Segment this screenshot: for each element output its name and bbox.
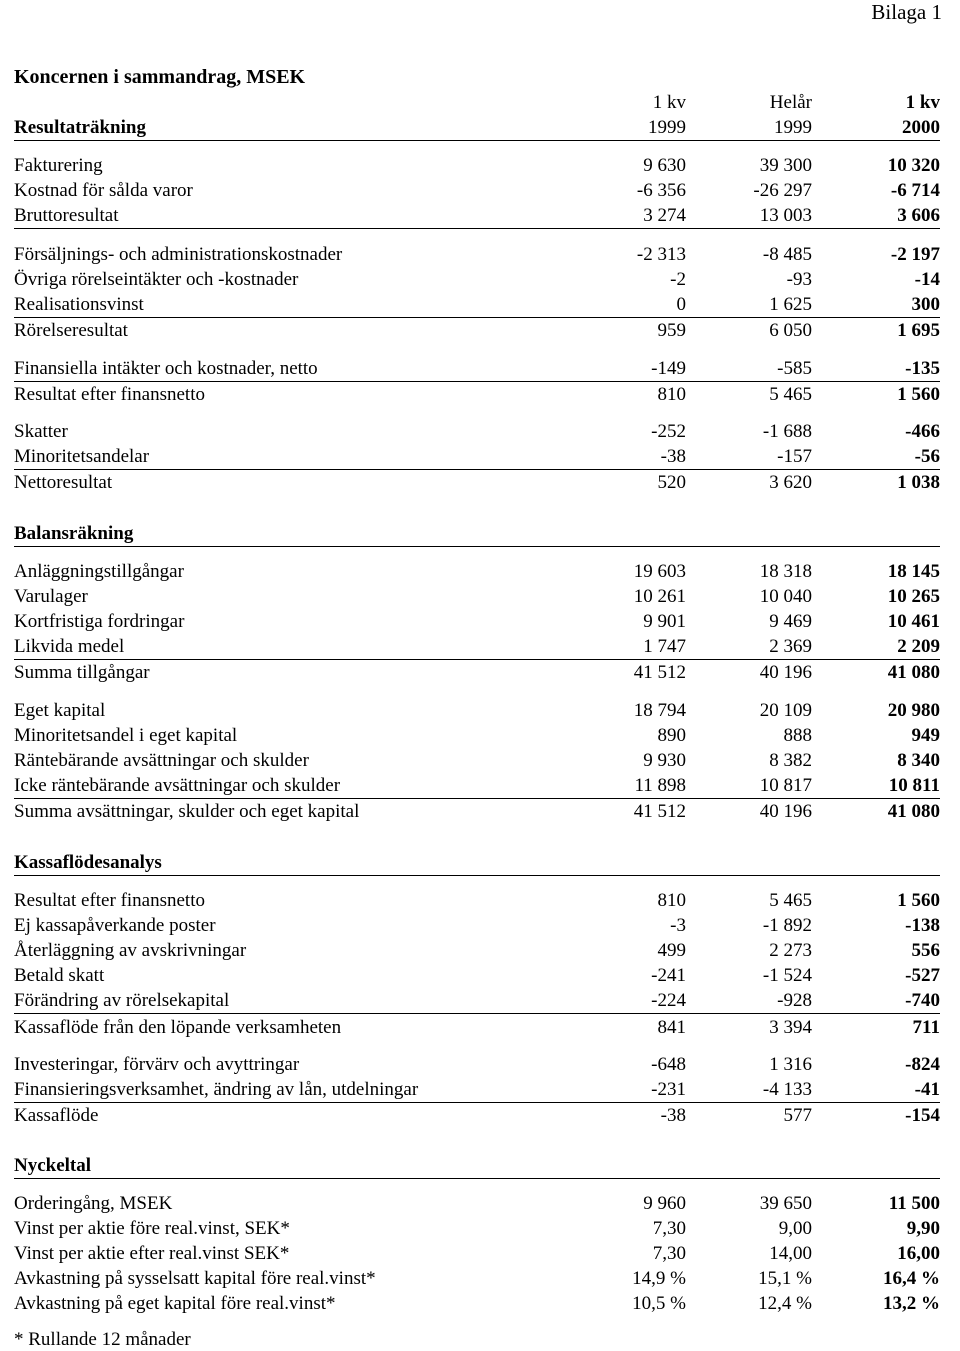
row-value-b: 2 273	[769, 940, 812, 961]
row-value-c: 18 145	[887, 561, 940, 582]
row-label: Summa tillgångar	[14, 662, 150, 683]
row-value-c: 1 038	[897, 472, 940, 493]
row-value-a: 10 261	[633, 586, 686, 607]
col-c-header-year: 2000	[902, 117, 940, 138]
row-value-c: 8 340	[897, 750, 940, 771]
section-title: Balansräkning	[14, 523, 134, 544]
col-b-header-year: 1999	[774, 117, 812, 138]
table-row	[14, 179, 940, 203]
row-label: Finansieringsverksamhet, ändring av lån, utdelningar	[14, 1079, 419, 1100]
row-label: Räntebärande avsättningar och skulder	[14, 750, 309, 771]
row-value-a: 9 960	[643, 1193, 686, 1214]
table-row	[14, 1053, 940, 1077]
table-row	[14, 699, 940, 723]
row-value-a: 41 512	[633, 662, 686, 683]
row-value-a: 14,9 %	[632, 1268, 686, 1289]
row-value-b: 18 318	[759, 561, 812, 582]
row-value-a: -224	[651, 990, 686, 1011]
row-value-a: 7,30	[652, 1243, 686, 1264]
table-row	[14, 154, 940, 178]
row-label: Kassaflöde	[14, 1105, 99, 1126]
row-value-a: 3 274	[643, 205, 686, 226]
table-row	[14, 724, 940, 748]
row-value-b: -8 485	[762, 244, 812, 265]
row-value-a: 9 930	[643, 750, 686, 771]
row-value-a: 959	[657, 320, 686, 341]
row-label: Eget kapital	[14, 700, 106, 721]
row-value-b: 888	[783, 725, 812, 746]
table-row	[14, 243, 940, 267]
table-row	[14, 889, 940, 913]
row-label: Orderingång, MSEK	[14, 1193, 173, 1214]
row-value-b: 6 050	[769, 320, 812, 341]
table-row	[14, 661, 940, 685]
column-header-row-2	[14, 116, 940, 141]
row-value-b: 10 040	[759, 586, 812, 607]
row-value-b: 3 394	[769, 1017, 812, 1038]
row-value-a: 9 901	[643, 611, 686, 632]
row-value-b: 8 382	[769, 750, 812, 771]
table-row	[14, 939, 940, 963]
row-value-b: 15,1 %	[758, 1268, 812, 1289]
table-row	[14, 1016, 940, 1040]
row-value-c: -14	[914, 269, 940, 290]
row-value-c: 16,00	[897, 1243, 940, 1264]
table-row	[14, 964, 940, 988]
footnote: * Rullande 12 månader	[14, 1329, 191, 1350]
table-row	[14, 383, 940, 407]
row-value-b: 12,4 %	[758, 1293, 812, 1314]
row-value-a: -38	[660, 446, 686, 467]
row-value-c: 10 811	[888, 775, 940, 796]
row-label: Kassaflöde från den löpande verksamheten	[14, 1017, 342, 1038]
row-value-a: -38	[660, 1105, 686, 1126]
row-value-a: 0	[676, 294, 686, 315]
row-label: Övriga rörelseintäkter och -kostnader	[14, 269, 299, 290]
row-value-c: -740	[905, 990, 940, 1011]
row-value-b: -928	[777, 990, 812, 1011]
row-value-c: -466	[905, 421, 940, 442]
table-row	[14, 420, 940, 444]
row-label: Minoritetsandel i eget kapital	[14, 725, 238, 746]
row-label: Avkastning på eget kapital före real.vinst*	[14, 1293, 336, 1314]
row-value-c: 41 080	[887, 662, 940, 683]
row-value-a: 9 630	[643, 155, 686, 176]
row-value-c: 300	[911, 294, 940, 315]
row-value-b: -1 688	[762, 421, 812, 442]
row-label: Förändring av rörelsekapital	[14, 990, 230, 1011]
row-value-b: 2 369	[769, 636, 812, 657]
row-value-a: 19 603	[633, 561, 686, 582]
table-row	[14, 1078, 940, 1103]
section-title-resultat: Resultaträkning	[14, 117, 146, 138]
row-label: Skatter	[14, 421, 68, 442]
table-row	[14, 445, 940, 470]
row-value-b: 13 003	[759, 205, 812, 226]
row-value-b: 20 109	[759, 700, 812, 721]
table-row	[14, 471, 940, 495]
row-label: Nettoresultat	[14, 472, 113, 493]
row-value-c: 13,2 %	[883, 1293, 940, 1314]
row-label: Realisationsvinst	[14, 294, 144, 315]
table-row	[14, 357, 940, 382]
row-value-c: -2 197	[890, 244, 940, 265]
row-value-a: 7,30	[652, 1218, 686, 1239]
row-label: Rörelseresultat	[14, 320, 128, 341]
row-value-c: -824	[905, 1054, 940, 1075]
row-value-a: -241	[651, 965, 686, 986]
row-label: Fakturering	[14, 155, 103, 176]
col-a-header-top: 1 kv	[652, 92, 686, 113]
row-value-b: 1 316	[769, 1054, 812, 1075]
table-row	[14, 1192, 940, 1216]
section-header-nyckeltal	[14, 1154, 940, 1179]
table-row	[14, 800, 940, 824]
table-row	[14, 319, 940, 343]
page-label: Bilaga 1	[871, 0, 942, 24]
row-value-b: 1 625	[769, 294, 812, 315]
table-row	[14, 989, 940, 1014]
col-c-header-top: 1 kv	[905, 92, 940, 113]
row-value-a: 890	[657, 725, 686, 746]
row-value-c: -154	[905, 1105, 940, 1126]
table-row	[14, 1267, 940, 1291]
table-row	[14, 204, 940, 229]
row-value-a: 41 512	[633, 801, 686, 822]
row-value-c: 2 209	[897, 636, 940, 657]
table-row	[14, 610, 940, 634]
table-row	[14, 1217, 940, 1241]
table-row	[14, 774, 940, 799]
row-value-a: -3	[670, 915, 686, 936]
section-header-kassa	[14, 851, 940, 876]
row-label: Resultat efter finansnetto	[14, 384, 205, 405]
row-value-b: 9 469	[769, 611, 812, 632]
row-label: Vinst per aktie före real.vinst, SEK*	[14, 1218, 290, 1239]
row-label: Kortfristiga fordringar	[14, 611, 185, 632]
row-value-c: 556	[911, 940, 940, 961]
row-value-c: 10 265	[887, 586, 940, 607]
row-value-a: -2	[670, 269, 686, 290]
row-value-c: 11 500	[888, 1193, 940, 1214]
row-value-a: 499	[657, 940, 686, 961]
row-value-c: 1 695	[897, 320, 940, 341]
table-row	[14, 1104, 940, 1128]
row-value-a: 18 794	[633, 700, 686, 721]
row-value-c: 20 980	[887, 700, 940, 721]
row-value-a: -252	[651, 421, 686, 442]
row-label: Betald skatt	[14, 965, 105, 986]
row-value-c: 10 461	[887, 611, 940, 632]
row-value-b: -1 892	[762, 915, 812, 936]
row-value-c: 711	[912, 1017, 940, 1038]
row-value-b: -93	[786, 269, 812, 290]
row-label: Kostnad för sålda varor	[14, 180, 193, 201]
row-label: Resultat efter finansnetto	[14, 890, 205, 911]
row-value-a: 841	[657, 1017, 686, 1038]
row-value-b: 5 465	[769, 384, 812, 405]
row-value-a: 10,5 %	[632, 1293, 686, 1314]
row-value-b: 39 650	[759, 1193, 812, 1214]
row-label: Icke räntebärande avsättningar och skulder	[14, 775, 341, 796]
row-value-a: 810	[657, 890, 686, 911]
column-header-row-1	[14, 91, 940, 115]
table-row	[14, 585, 940, 609]
row-label: Anläggningstillgångar	[14, 561, 184, 582]
table-row	[14, 293, 940, 318]
row-label: Likvida medel	[14, 636, 125, 657]
row-value-c: 1 560	[897, 384, 940, 405]
row-value-c: 10 320	[887, 155, 940, 176]
row-label: Investeringar, förvärv och avyttringar	[14, 1054, 300, 1075]
row-value-c: -135	[905, 358, 940, 379]
row-label: Vinst per aktie efter real.vinst SEK*	[14, 1243, 290, 1264]
row-value-b: -1 524	[762, 965, 812, 986]
col-b-header-top: Helår	[769, 92, 812, 113]
table-row	[14, 268, 940, 292]
row-value-a: 810	[657, 384, 686, 405]
row-value-b: 40 196	[759, 801, 812, 822]
row-value-c: -527	[905, 965, 940, 986]
row-value-a: 520	[657, 472, 686, 493]
row-value-a: -6 356	[636, 180, 686, 201]
row-value-b: 9,00	[778, 1218, 812, 1239]
row-value-c: 1 560	[897, 890, 940, 911]
row-label: Avkastning på sysselsatt kapital före real.vinst*	[14, 1268, 376, 1289]
table-row	[14, 1292, 940, 1316]
section-title: Kassaflödesanalys	[14, 852, 162, 873]
row-value-c: -6 714	[890, 180, 940, 201]
row-value-b: 14,00	[769, 1243, 812, 1264]
row-value-b: -4 133	[762, 1079, 812, 1100]
row-value-b: 3 620	[769, 472, 812, 493]
row-label: Summa avsättningar, skulder och eget kapital	[14, 801, 360, 822]
row-value-a: -231	[651, 1079, 686, 1100]
row-label: Ej kassapåverkande poster	[14, 915, 216, 936]
row-value-c: 949	[911, 725, 940, 746]
table-row	[14, 914, 940, 938]
row-value-b: 577	[783, 1105, 812, 1126]
row-label: Försäljnings- och administrationskostnader	[14, 244, 343, 265]
row-value-c: 16,4 %	[883, 1268, 940, 1289]
row-value-c: 41 080	[887, 801, 940, 822]
row-label: Minoritetsandelar	[14, 446, 150, 467]
row-value-c: -138	[905, 915, 940, 936]
table-row	[14, 635, 940, 660]
row-value-a: -648	[651, 1054, 686, 1075]
table-row	[14, 749, 940, 773]
row-value-b: -26 297	[753, 180, 812, 201]
section-header-balans	[14, 522, 940, 547]
row-value-c: -56	[914, 446, 940, 467]
row-value-b: 5 465	[769, 890, 812, 911]
row-value-c: 3 606	[897, 205, 940, 226]
row-label: Varulager	[14, 586, 88, 607]
row-value-c: -41	[914, 1079, 940, 1100]
table-row	[14, 1242, 940, 1266]
row-value-b: 10 817	[759, 775, 812, 796]
col-a-header-year: 1999	[648, 117, 686, 138]
row-value-a: -149	[651, 358, 686, 379]
row-value-b: -585	[777, 358, 812, 379]
row-value-b: 39 300	[759, 155, 812, 176]
row-label: Finansiella intäkter och kostnader, netto	[14, 358, 318, 379]
row-label: Återläggning av avskrivningar	[14, 940, 247, 961]
row-value-b: 40 196	[759, 662, 812, 683]
row-label: Bruttoresultat	[14, 205, 119, 226]
row-value-c: 9,90	[906, 1218, 940, 1239]
page-title: Koncernen i sammandrag, MSEK	[14, 66, 306, 88]
row-value-a: 11 898	[634, 775, 686, 796]
table-row	[14, 560, 940, 584]
row-value-b: -157	[777, 446, 812, 467]
row-value-a: 1 747	[643, 636, 686, 657]
row-value-a: -2 313	[636, 244, 686, 265]
section-title: Nyckeltal	[14, 1155, 92, 1176]
